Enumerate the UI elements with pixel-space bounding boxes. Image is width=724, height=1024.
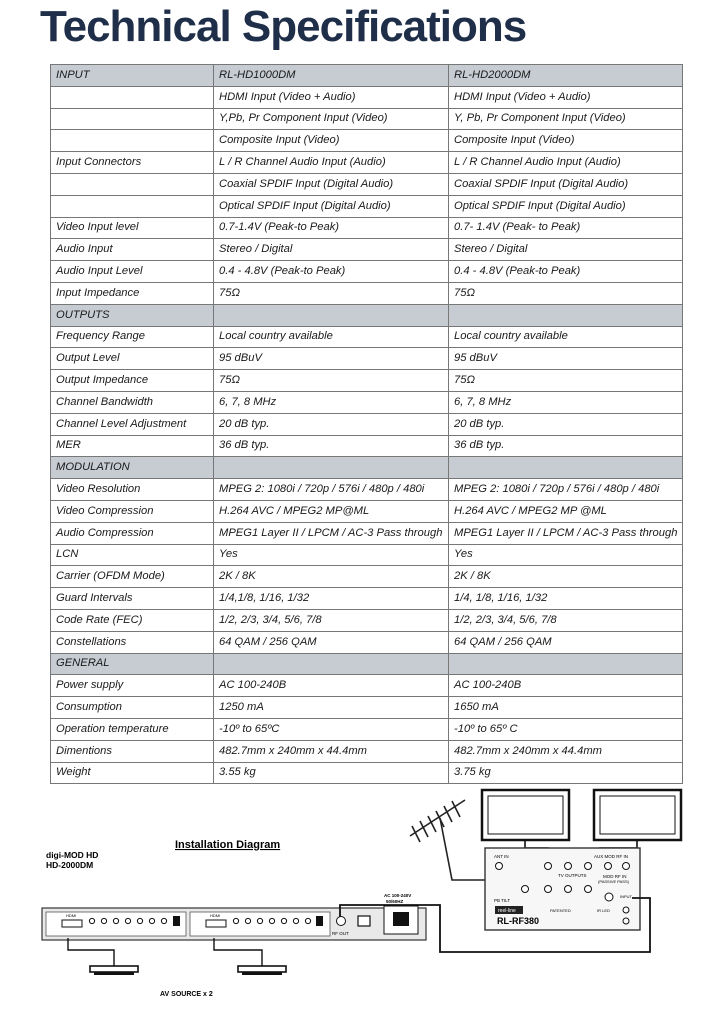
hd2000-value-cell: L / R Channel Audio Input (Audio): [449, 152, 683, 174]
spec-row: [51, 544, 683, 566]
hd2000-value-cell: -10º to 65º C: [449, 718, 683, 740]
hd2000-value-cell: MPEG1 Layer II / LPCM / AC-3 Pass through: [449, 522, 683, 544]
hd1000-value-cell: 75Ω: [214, 282, 449, 304]
spec-table: [50, 64, 683, 784]
device-model: HD-2000DM: [46, 860, 94, 870]
hd1000-value-cell: Optical SPDIF Input (Digital Audio): [214, 195, 449, 217]
svg-text:50/60HZ: 50/60HZ: [386, 899, 404, 904]
hd1000-value-cell: RL-HD1000DM: [214, 65, 449, 87]
spec-label-cell: Output Impedance: [51, 370, 214, 392]
hd2000-value-cell: Coaxial SPDIF Input (Digital Audio): [449, 173, 683, 195]
hd2000-value-cell: Stereo / Digital: [449, 239, 683, 261]
spec-label-cell: Audio Compression: [51, 522, 214, 544]
spec-label-cell: [51, 108, 214, 130]
av-source-2-icon: [238, 966, 286, 975]
combiner-model: RL-RF380: [497, 916, 540, 926]
hd1000-value-cell: L / R Channel Audio Input (Audio): [214, 152, 449, 174]
spec-row: [51, 195, 683, 217]
spec-row: [51, 239, 683, 261]
hd1000-value-cell: Stereo / Digital: [214, 239, 449, 261]
hd2000-value-cell: 95 dBuV: [449, 348, 683, 370]
connector-jack-icon: [161, 918, 166, 923]
hd2000-value-cell: Y, Pb, Pr Component Input (Video): [449, 108, 683, 130]
spec-label-cell: Audio Input: [51, 239, 214, 261]
diagram-title: Installation Diagram: [175, 839, 281, 851]
hd1000-value-cell: 1/2, 2/3, 3/4, 5/6, 7/8: [214, 609, 449, 631]
spec-row: [51, 435, 683, 457]
hd1000-value-cell: [214, 457, 449, 479]
spec-row: [51, 566, 683, 588]
connector-jack-icon: [565, 863, 572, 870]
svg-text:HDMI: HDMI: [210, 913, 221, 918]
hd2000-value-cell: 3.75 kg: [449, 762, 683, 784]
hd2000-value-cell: [449, 457, 683, 479]
spec-row: [51, 391, 683, 413]
spec-row: [51, 500, 683, 522]
hd1000-value-cell: 0.7-1.4V (Peak-to Peak): [214, 217, 449, 239]
hd1000-value-cell: 64 QAM / 256 QAM: [214, 631, 449, 653]
svg-text:MOD RF IN: MOD RF IN: [603, 874, 627, 879]
hd1000-value-cell: 75Ω: [214, 370, 449, 392]
hd2000-value-cell: AC 100-240B: [449, 675, 683, 697]
modulator-unit: [42, 893, 426, 940]
hd1000-value-cell: 36 dB typ.: [214, 435, 449, 457]
connector-jack-icon: [623, 863, 630, 870]
hd1000-value-cell: 3.55 kg: [214, 762, 449, 784]
hd2000-value-cell: MPEG 2: 1080i / 720p / 576i / 480p / 480i: [449, 479, 683, 501]
connector-jack-icon: [522, 886, 529, 893]
spec-row: [51, 326, 683, 348]
connector-jack-icon: [605, 893, 613, 901]
hd1000-value-cell: Yes: [214, 544, 449, 566]
hd1000-value-cell: 0.4 - 4.8V (Peak-to Peak): [214, 261, 449, 283]
spec-label-cell: Weight: [51, 762, 214, 784]
hd1000-value-cell: Y,Pb, Pr Component Input (Video): [214, 108, 449, 130]
connector-jack-icon: [305, 918, 310, 923]
hd2000-value-cell: 0.7- 1.4V (Peak- to Peak): [449, 217, 683, 239]
spec-label-cell: MER: [51, 435, 214, 457]
spec-row: [51, 173, 683, 195]
connector-jack-icon: [293, 918, 298, 923]
spec-label-cell: Power supply: [51, 675, 214, 697]
connector-jack-icon: [623, 918, 629, 924]
connector-jack-icon: [585, 886, 592, 893]
connector-jack-icon: [113, 918, 118, 923]
spec-label-cell: Code Rate (FEC): [51, 609, 214, 631]
connector-jack-icon: [269, 918, 274, 923]
hd2000-value-cell: Local country available: [449, 326, 683, 348]
tv-monitor-2-icon: [594, 790, 681, 840]
hd2000-value-cell: RL-HD2000DM: [449, 65, 683, 87]
spec-row: [51, 370, 683, 392]
spec-label-cell: Constellations: [51, 631, 214, 653]
connector-jack-icon: [565, 886, 572, 893]
svg-text:IR LED: IR LED: [597, 908, 610, 913]
connector-jack-icon: [245, 918, 250, 923]
hd2000-value-cell: 36 dB typ.: [449, 435, 683, 457]
connector-jack-icon: [125, 918, 130, 923]
hd1000-value-cell: Local country available: [214, 326, 449, 348]
spec-label-cell: Output Level: [51, 348, 214, 370]
spec-label-cell: Video Compression: [51, 500, 214, 522]
section-header-row: [51, 65, 683, 87]
hd2000-value-cell: 1/4, 1/8, 1/16, 1/32: [449, 588, 683, 610]
spec-label-cell: Dimentions: [51, 740, 214, 762]
rf-combiner-unit: [485, 848, 640, 930]
spec-label-cell: Operation temperature: [51, 718, 214, 740]
connector-jack-icon: [623, 907, 629, 913]
spec-label-cell: INPUT: [51, 65, 214, 87]
hd2000-value-cell: 2K / 8K: [449, 566, 683, 588]
hd1000-value-cell: 1250 mA: [214, 697, 449, 719]
hd1000-value-cell: [214, 304, 449, 326]
hd2000-value-cell: Yes: [449, 544, 683, 566]
connector-jack-icon: [545, 863, 552, 870]
spec-row: [51, 261, 683, 283]
hd1000-value-cell: 482.7mm x 240mm x 44.4mm: [214, 740, 449, 762]
spec-row: [51, 697, 683, 719]
spec-row: [51, 217, 683, 239]
hd1000-value-cell: MPEG 2: 1080i / 720p / 576i / 480p / 480i: [214, 479, 449, 501]
spec-row: [51, 152, 683, 174]
svg-text:ANT IN: ANT IN: [494, 854, 509, 859]
hd1000-value-cell: 20 dB typ.: [214, 413, 449, 435]
hd2000-value-cell: [449, 304, 683, 326]
spec-row: [51, 631, 683, 653]
hd1000-value-cell: H.264 AVC / MPEG2 MP@ML: [214, 500, 449, 522]
spec-row: [51, 609, 683, 631]
spec-label-cell: Input Impedance: [51, 282, 214, 304]
hd1000-value-cell: 95 dBuV: [214, 348, 449, 370]
spec-row: [51, 675, 683, 697]
spec-row: [51, 130, 683, 152]
spec-label-cell: [51, 195, 214, 217]
hd2000-value-cell: 482.7mm x 240mm x 44.4mm: [449, 740, 683, 762]
svg-text:AUX MOD RF IN: AUX MOD RF IN: [594, 854, 629, 859]
svg-text:AC 100-240V: AC 100-240V: [384, 893, 412, 898]
spec-label-cell: Audio Input Level: [51, 261, 214, 283]
hd1000-value-cell: HDMI Input (Video + Audio): [214, 86, 449, 108]
rf-out-label: RF OUT: [332, 931, 349, 936]
hd2000-value-cell: 20 dB typ.: [449, 413, 683, 435]
connector-jack-icon: [89, 918, 94, 923]
hd1000-value-cell: Composite Input (Video): [214, 130, 449, 152]
connector-jack-icon: [233, 918, 238, 923]
connector-jack-icon: [545, 886, 552, 893]
spec-row: [51, 522, 683, 544]
hd1000-value-cell: 1/4,1/8, 1/16, 1/32: [214, 588, 449, 610]
svg-text:reel-line: reel-line: [498, 908, 516, 914]
spec-label-cell: Frequency Range: [51, 326, 214, 348]
connector-jack-icon: [257, 918, 262, 923]
spec-row: [51, 108, 683, 130]
hd2000-value-cell: 1/2, 2/3, 3/4, 5/6, 7/8: [449, 609, 683, 631]
hd1000-value-cell: [214, 653, 449, 675]
spec-label-cell: Video Input level: [51, 217, 214, 239]
connector-jack-icon: [137, 918, 142, 923]
hd2000-value-cell: [449, 653, 683, 675]
spec-label-cell: Channel Bandwidth: [51, 391, 214, 413]
section-header-row: [51, 653, 683, 675]
spec-row: [51, 413, 683, 435]
spec-label-cell: GENERAL: [51, 653, 214, 675]
hd2000-value-cell: Composite Input (Video): [449, 130, 683, 152]
hd2000-value-cell: HDMI Input (Video + Audio): [449, 86, 683, 108]
spec-label-cell: Input Connectors: [51, 152, 214, 174]
svg-text:PB TILT: PB TILT: [494, 898, 511, 903]
connector-jack-icon: [496, 863, 503, 870]
hd2000-value-cell: H.264 AVC / MPEG2 MP @ML: [449, 500, 683, 522]
svg-text:PATENTED: PATENTED: [550, 908, 571, 913]
spec-row: [51, 348, 683, 370]
hd1000-value-cell: -10º to 65ºC: [214, 718, 449, 740]
hd1000-value-cell: 6, 7, 8 MHz: [214, 391, 449, 413]
spec-label-cell: MODULATION: [51, 457, 214, 479]
connector-jack-icon: [585, 863, 592, 870]
svg-text:INPUT: INPUT: [620, 894, 632, 899]
installation-diagram: [0, 760, 724, 1024]
spec-row: [51, 588, 683, 610]
spec-row: [51, 740, 683, 762]
svg-text:HDMI: HDMI: [66, 913, 77, 918]
spec-label-cell: OUTPUTS: [51, 304, 214, 326]
connector-jack-icon: [605, 863, 612, 870]
spec-row: [51, 282, 683, 304]
spec-label-cell: Carrier (OFDM Mode): [51, 566, 214, 588]
connector-jack-icon: [337, 917, 346, 926]
hd2000-value-cell: 75Ω: [449, 282, 683, 304]
spec-label-cell: Video Resolution: [51, 479, 214, 501]
spec-label-cell: Channel Level Adjustment: [51, 413, 214, 435]
spec-label-cell: LCN: [51, 544, 214, 566]
tv-monitor-1-icon: [482, 790, 569, 840]
connector-jack-icon: [281, 918, 286, 923]
spec-label-cell: Guard Intervals: [51, 588, 214, 610]
section-header-row: [51, 304, 683, 326]
spec-row: [51, 479, 683, 501]
page-title: Technical Specifications: [40, 2, 527, 51]
av-source-label: AV SOURCE x 2: [160, 991, 213, 998]
connector-jack-icon: [149, 918, 154, 923]
hd1000-value-cell: MPEG1 Layer II / LPCM / AC-3 Pass through: [214, 522, 449, 544]
svg-text:(PASSIVE PASS): (PASSIVE PASS): [598, 879, 629, 884]
hd1000-value-cell: 2K / 8K: [214, 566, 449, 588]
hd2000-value-cell: Optical SPDIF Input (Digital Audio): [449, 195, 683, 217]
av-source-1-icon: [90, 966, 138, 975]
hd1000-value-cell: AC 100-240B: [214, 675, 449, 697]
hd2000-value-cell: 75Ω: [449, 370, 683, 392]
hd2000-value-cell: 1650 mA: [449, 697, 683, 719]
spec-label-cell: [51, 173, 214, 195]
spec-row: [51, 86, 683, 108]
connector-jack-icon: [101, 918, 106, 923]
hd2000-value-cell: 0.4 - 4.8V (Peak-to Peak): [449, 261, 683, 283]
spec-row: [51, 718, 683, 740]
spec-label-cell: Consumption: [51, 697, 214, 719]
spec-label-cell: [51, 130, 214, 152]
section-header-row: [51, 457, 683, 479]
svg-text:TV OUTPUTS: TV OUTPUTS: [558, 873, 587, 878]
hd2000-value-cell: 6, 7, 8 MHz: [449, 391, 683, 413]
spec-label-cell: [51, 86, 214, 108]
device-name: digi-MOD HD: [46, 850, 99, 860]
hd2000-value-cell: 64 QAM / 256 QAM: [449, 631, 683, 653]
hd1000-value-cell: Coaxial SPDIF Input (Digital Audio): [214, 173, 449, 195]
